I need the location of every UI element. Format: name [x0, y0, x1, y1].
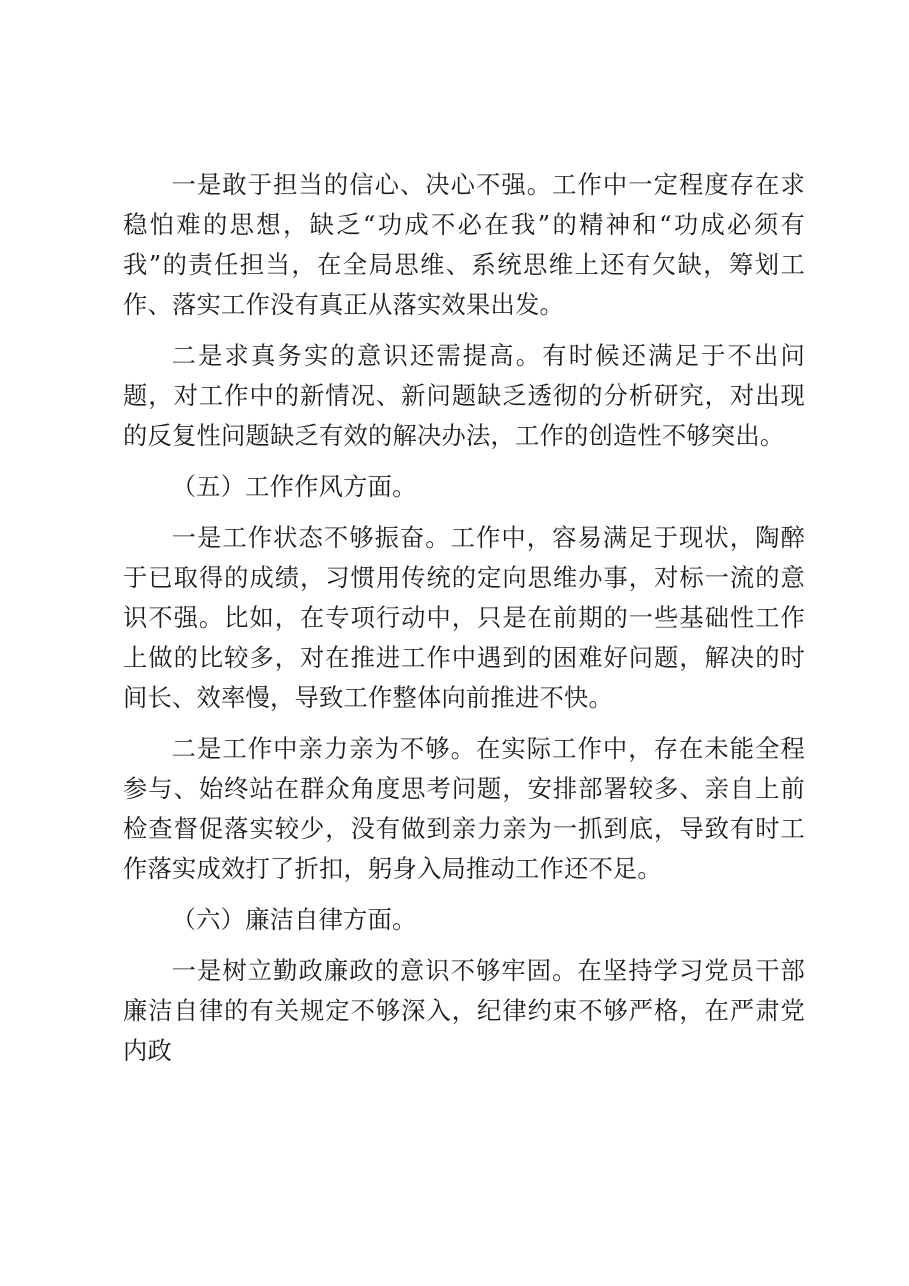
paragraph-pragmatism: 二是求真务实的意识还需提高。有时候还满足于不出问题，对工作中的新情况、新问题缺乏透彻的分析研究，对出现的反复性问题缺乏有效的解决办法，工作的创造性不够突出。: [123, 341, 805, 450]
section-heading-integrity: （六）廉洁自律方面。: [171, 905, 417, 934]
section-heading-work-style: （五）工作作风方面。: [171, 472, 417, 501]
document-body: [123, 165, 805, 1082]
paragraph-courage: 一是敢于担当的信心、决心不强。工作中一定程度存在求稳怕难的思想，缺乏“功成不必在我”的精神和“功成必须有我”的责任担当，在全局思维、系统思维上还有欠缺，筹划工作、落实工作没有真正从落实效果出发。: [123, 170, 805, 319]
paragraph-diligence: 一是树立勤政廉政的意识不够牢固。在坚持学习党员干部廉洁自律的有关规定不够深入，纪律约束不够严格，在严肃党内政: [123, 956, 805, 1065]
paragraph-work-state: 一是工作状态不够振奋。工作中，容易满足于现状，陶醉于已取得的成绩，习惯用传统的定向思维办事，对标一流的意识不强。比如，在专项行动中，只是在前期的一些基础性工作上做的比较多，对在推进工作中遇到的困难好问题，解决的时间长、效率慢，导致工作整体向前推进不快。: [123, 523, 805, 712]
paragraph-hands-on: 二是工作中亲力亲为不够。在实际工作中，存在未能全程参与、始终站在群众角度思考问题，安排部署较多、亲自上前检查督促落实较少，没有做到亲力亲为一抓到底，导致有时工作落实成效打了折扣，躬身入局推动工作还不足。: [123, 734, 805, 883]
